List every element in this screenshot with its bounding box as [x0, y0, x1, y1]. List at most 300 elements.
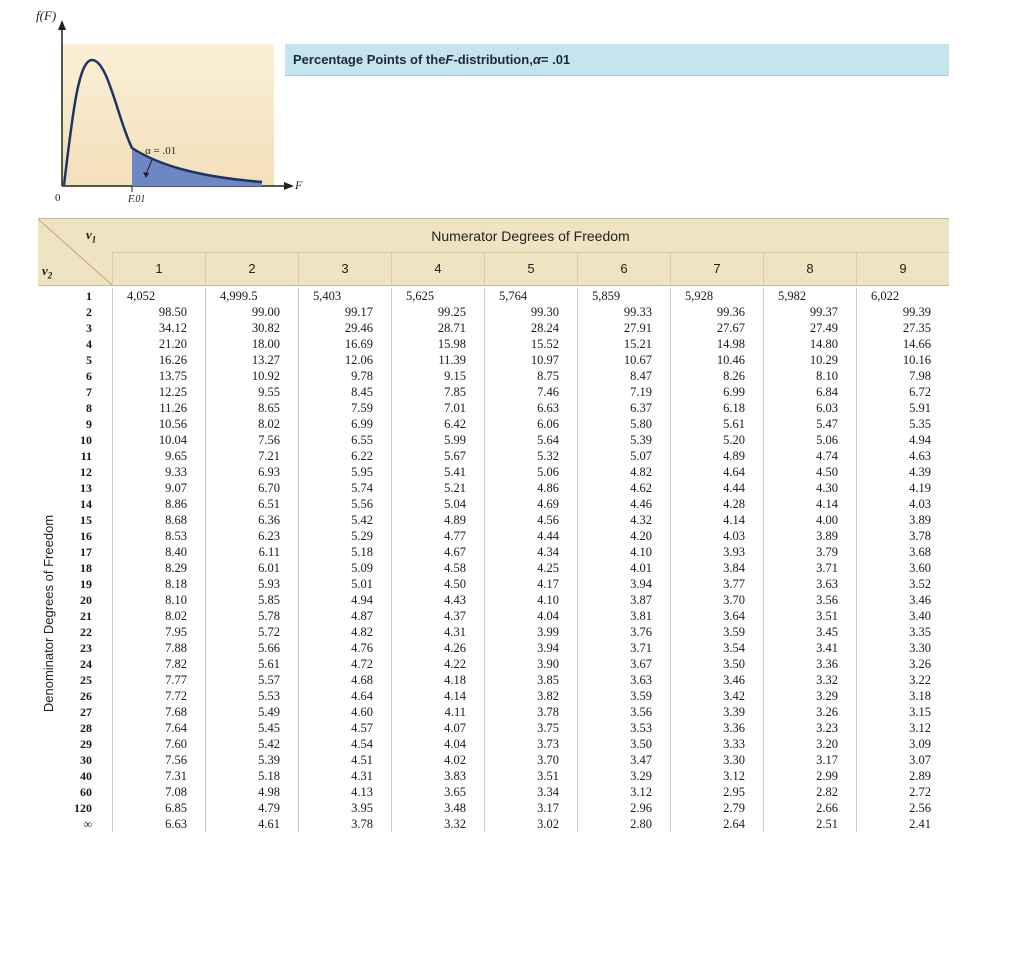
table-cell: 7.72: [112, 688, 205, 704]
table-cell: 4.77: [391, 528, 484, 544]
table-cell: 4.61: [205, 816, 298, 832]
table-cell: 4.82: [577, 464, 670, 480]
table-cell: 5.80: [577, 416, 670, 432]
figure-y-label: f(F): [36, 8, 57, 23]
row-spacer: [96, 784, 112, 800]
row-spacer: [96, 816, 112, 832]
density-plot: [0, 0, 320, 215]
table-cell: 5,403: [298, 288, 391, 304]
title-italic-f: F: [445, 52, 454, 67]
table-row: [38, 464, 949, 480]
table-cell: 3.26: [856, 656, 949, 672]
denominator-df: 17: [80, 545, 92, 559]
table-cell: 3.82: [484, 688, 577, 704]
table-row: [38, 400, 949, 416]
table-cell: 99.39: [856, 304, 949, 320]
table-cell: 2.89: [856, 768, 949, 784]
table-row: [38, 432, 949, 448]
table-cell: 4.25: [484, 560, 577, 576]
table-cell: 3.17: [484, 800, 577, 816]
table-cell: 3.02: [484, 816, 577, 832]
table-cell: 4.56: [484, 512, 577, 528]
table-cell: 5.35: [856, 416, 949, 432]
table-cell: 3.71: [763, 560, 856, 576]
table-cell: 99.33: [577, 304, 670, 320]
table-cell: 34.12: [112, 320, 205, 336]
table-cell: 5.09: [298, 560, 391, 576]
table-cell: 4.58: [391, 560, 484, 576]
row-spacer: [96, 384, 112, 400]
table-cell: 3.56: [763, 592, 856, 608]
table-cell: 3.71: [577, 640, 670, 656]
row-spacer: [96, 352, 112, 368]
f-distribution-figure: [0, 0, 320, 215]
table-cell: 5.99: [391, 432, 484, 448]
table-cell: 6.55: [298, 432, 391, 448]
table-cell: 3.12: [670, 768, 763, 784]
table-cell: 5.45: [205, 720, 298, 736]
table-cell: 3.52: [856, 576, 949, 592]
table-cell: 4.44: [484, 528, 577, 544]
table-cell: 2.80: [577, 816, 670, 832]
table-cell: 27.67: [670, 320, 763, 336]
denominator-df: 6: [86, 369, 92, 383]
table-cell: 7.64: [112, 720, 205, 736]
table-row: [38, 640, 949, 656]
table-cell: 3.32: [763, 672, 856, 688]
row-spacer: [96, 480, 112, 496]
table-cell: 4.02: [391, 752, 484, 768]
table-cell: 4.13: [298, 784, 391, 800]
denominator-df: 19: [80, 577, 92, 591]
table-cell: 7.82: [112, 656, 205, 672]
table-cell: 3.70: [484, 752, 577, 768]
table-cell: 4.46: [577, 496, 670, 512]
row-spacer: [96, 704, 112, 720]
table-cell: 12.06: [298, 352, 391, 368]
denominator-df: 60: [80, 785, 92, 799]
table-cell: 2.99: [763, 768, 856, 784]
row-spacer: [96, 416, 112, 432]
table-cell: 8.65: [205, 400, 298, 416]
table-title: [285, 44, 949, 76]
table-cell: 10.97: [484, 352, 577, 368]
row-spacer: [96, 288, 112, 304]
table-cell: 5.67: [391, 448, 484, 464]
table-cell: 4.28: [670, 496, 763, 512]
denominator-df: 11: [80, 449, 92, 463]
denominator-df: 10: [80, 433, 92, 447]
table-cell: 7.95: [112, 624, 205, 640]
table-cell: 5.39: [205, 752, 298, 768]
table-cell: 3.17: [763, 752, 856, 768]
title-alpha-symbol: α: [532, 52, 541, 67]
table-cell: 7.68: [112, 704, 205, 720]
table-cell: 4.18: [391, 672, 484, 688]
table-cell: 3.73: [484, 736, 577, 752]
table-cell: 3.18: [856, 688, 949, 704]
table-cell: 14.66: [856, 336, 949, 352]
table-cell: 3.95: [298, 800, 391, 816]
table-cell: 11.39: [391, 352, 484, 368]
title-prefix: Percentage Points of the: [293, 52, 446, 67]
table-cell: 4,052: [112, 288, 205, 304]
row-spacer: [96, 368, 112, 384]
table-cell: 3.89: [763, 528, 856, 544]
table-cell: 8.86: [112, 496, 205, 512]
table-cell: 4.64: [298, 688, 391, 704]
table-cell: 4.64: [670, 464, 763, 480]
table-cell: 4.07: [391, 720, 484, 736]
column-header-5: 5: [484, 252, 577, 285]
column-header-4: 4: [391, 252, 484, 285]
table-cell: 5.57: [205, 672, 298, 688]
table-cell: 3.51: [484, 768, 577, 784]
table-cell: 21.20: [112, 336, 205, 352]
nu2-subscript: 2: [47, 270, 53, 281]
table-cell: 6.85: [112, 800, 205, 816]
denominator-df: 13: [80, 481, 92, 495]
table-cell: 10.29: [763, 352, 856, 368]
table-cell: 2.41: [856, 816, 949, 832]
column-header-7: 7: [670, 252, 763, 285]
row-spacer: [96, 320, 112, 336]
table-cell: 7.01: [391, 400, 484, 416]
table-row: [38, 656, 949, 672]
table-cell: 4.03: [670, 528, 763, 544]
row-spacer: [96, 544, 112, 560]
table-cell: 3.56: [577, 704, 670, 720]
table-cell: 3.84: [670, 560, 763, 576]
row-spacer: [96, 304, 112, 320]
table-cell: 3.50: [670, 656, 763, 672]
table-cell: 10.46: [670, 352, 763, 368]
table-cell: 4.10: [577, 544, 670, 560]
table-cell: 3.41: [763, 640, 856, 656]
table-row: [38, 352, 949, 368]
table-cell: 4,999.5: [205, 288, 298, 304]
table-cell: 3.34: [484, 784, 577, 800]
table-cell: 5.32: [484, 448, 577, 464]
table-cell: 99.37: [763, 304, 856, 320]
table-cell: 99.30: [484, 304, 577, 320]
table-cell: 7.21: [205, 448, 298, 464]
nu1-subscript: 1: [91, 234, 97, 245]
table-cell: 4.74: [763, 448, 856, 464]
table-cell: 3.50: [577, 736, 670, 752]
nu1-symbol: ν: [86, 227, 92, 242]
table-cell: 4.62: [577, 480, 670, 496]
table-cell: 5.07: [577, 448, 670, 464]
table-cell: 4.67: [391, 544, 484, 560]
table-cell: 3.85: [484, 672, 577, 688]
column-header-9: 9: [856, 252, 949, 285]
table-cell: 4.72: [298, 656, 391, 672]
table-cell: 8.29: [112, 560, 205, 576]
table-cell: 3.81: [577, 608, 670, 624]
denominator-df: 14: [80, 497, 92, 511]
table-cell: 3.78: [298, 816, 391, 832]
table-cell: 4.86: [484, 480, 577, 496]
table-cell: 7.08: [112, 784, 205, 800]
row-spacer: [96, 400, 112, 416]
table-cell: 3.89: [856, 512, 949, 528]
table-cell: 3.45: [763, 624, 856, 640]
denominator-df: 26: [80, 689, 92, 703]
table-cell: 3.99: [484, 624, 577, 640]
table-cell: 2.56: [856, 800, 949, 816]
table-cell: 6.23: [205, 528, 298, 544]
table-cell: 3.53: [577, 720, 670, 736]
table-cell: 8.47: [577, 368, 670, 384]
table-cell: 15.21: [577, 336, 670, 352]
table-cell: 3.29: [763, 688, 856, 704]
table-cell: 3.78: [856, 528, 949, 544]
table-cell: 3.70: [670, 592, 763, 608]
table-cell: 7.56: [112, 752, 205, 768]
table-cell: 3.36: [670, 720, 763, 736]
table-cell: 3.63: [577, 672, 670, 688]
table-cell: 4.60: [298, 704, 391, 720]
table-cell: 8.02: [205, 416, 298, 432]
table-cell: 11.26: [112, 400, 205, 416]
row-spacer: [96, 528, 112, 544]
table-cell: 13.27: [205, 352, 298, 368]
table-cell: 2.72: [856, 784, 949, 800]
denominator-df: 25: [80, 673, 92, 687]
denominator-df: 40: [80, 769, 92, 783]
table-cell: 4.32: [577, 512, 670, 528]
table-cell: 27.35: [856, 320, 949, 336]
table-cell: 2.82: [763, 784, 856, 800]
denominator-df: 5: [86, 353, 92, 367]
table-cell: 14.80: [763, 336, 856, 352]
table-cell: 3.54: [670, 640, 763, 656]
table-cell: 10.04: [112, 432, 205, 448]
table-cell: 3.51: [763, 608, 856, 624]
table-row: [38, 384, 949, 400]
table-cell: 3.39: [670, 704, 763, 720]
table-cell: 7.60: [112, 736, 205, 752]
table-cell: 4.43: [391, 592, 484, 608]
row-spacer: [96, 576, 112, 592]
table-cell: 5.39: [577, 432, 670, 448]
table-cell: 4.00: [763, 512, 856, 528]
table-cell: 6.72: [856, 384, 949, 400]
row-spacer: [96, 672, 112, 688]
table-row: [38, 704, 949, 720]
table-cell: 5.18: [205, 768, 298, 784]
table-cell: 5.42: [205, 736, 298, 752]
table-cell: 5.78: [205, 608, 298, 624]
table-cell: 7.88: [112, 640, 205, 656]
table-cell: 8.53: [112, 528, 205, 544]
table-cell: 7.59: [298, 400, 391, 416]
table-cell: 99.00: [205, 304, 298, 320]
table-cell: 28.24: [484, 320, 577, 336]
table-cell: 4.03: [856, 496, 949, 512]
table-cell: 18.00: [205, 336, 298, 352]
table-cell: 4.30: [763, 480, 856, 496]
table-cell: 8.26: [670, 368, 763, 384]
table-cell: 5.29: [298, 528, 391, 544]
table-cell: 5,928: [670, 288, 763, 304]
denominator-df: 24: [80, 657, 92, 671]
table-row: [38, 480, 949, 496]
table-cell: 5,859: [577, 288, 670, 304]
denominator-df: 120: [74, 801, 92, 815]
table-cell: 4.31: [391, 624, 484, 640]
table-cell: 5.66: [205, 640, 298, 656]
header-corner: [38, 219, 112, 285]
table-cell: 13.75: [112, 368, 205, 384]
row-spacer: [96, 448, 112, 464]
table-cell: 6.51: [205, 496, 298, 512]
table-cell: 3.26: [763, 704, 856, 720]
table-cell: 4.14: [391, 688, 484, 704]
table-cell: 3.83: [391, 768, 484, 784]
table-cell: 4.82: [298, 624, 391, 640]
table-cell: 6.11: [205, 544, 298, 560]
table-row: [38, 816, 949, 832]
row-spacer: [96, 560, 112, 576]
denominator-df: 16: [80, 529, 92, 543]
denominator-df: 9: [86, 417, 92, 431]
table-cell: 4.34: [484, 544, 577, 560]
table-row: [38, 560, 949, 576]
table-cell: 4.04: [484, 608, 577, 624]
table-row: [38, 288, 949, 304]
table-cell: 7.85: [391, 384, 484, 400]
table-row: [38, 784, 949, 800]
table-row: [38, 528, 949, 544]
table-cell: 3.76: [577, 624, 670, 640]
table-cell: 6.01: [205, 560, 298, 576]
figure-origin-label: 0: [55, 192, 61, 204]
table-cell: 8.75: [484, 368, 577, 384]
table-cell: 4.89: [391, 512, 484, 528]
table-cell: 4.98: [205, 784, 298, 800]
table-row: [38, 368, 949, 384]
table-cell: 3.30: [856, 640, 949, 656]
table-cell: 4.10: [484, 592, 577, 608]
table-cell: 6.93: [205, 464, 298, 480]
table-cell: 4.01: [577, 560, 670, 576]
denominator-df: 27: [80, 705, 92, 719]
table-cell: 3.63: [763, 576, 856, 592]
table-cell: 4.04: [391, 736, 484, 752]
row-spacer: [96, 656, 112, 672]
table-cell: 4.94: [856, 432, 949, 448]
table-cell: 5.64: [484, 432, 577, 448]
row-spacer: [96, 720, 112, 736]
table-cell: 3.07: [856, 752, 949, 768]
column-header-3: 3: [298, 252, 391, 285]
table-cell: 4.39: [856, 464, 949, 480]
table-cell: 9.55: [205, 384, 298, 400]
table-cell: 3.46: [856, 592, 949, 608]
table-cell: 4.14: [670, 512, 763, 528]
table-row: [38, 720, 949, 736]
table-cell: 30.82: [205, 320, 298, 336]
table-cell: 4.54: [298, 736, 391, 752]
column-headers: [112, 252, 949, 285]
column-header-1: 1: [112, 252, 205, 285]
table-row: [38, 752, 949, 768]
row-spacer: [96, 752, 112, 768]
figure-alpha-label: α = .01: [145, 145, 177, 157]
table-row: [38, 688, 949, 704]
table-cell: 29.46: [298, 320, 391, 336]
table-cell: 5.95: [298, 464, 391, 480]
table-cell: 6.99: [670, 384, 763, 400]
table-cell: 5.18: [298, 544, 391, 560]
table-cell: 7.98: [856, 368, 949, 384]
table-cell: 7.56: [205, 432, 298, 448]
table-cell: 3.87: [577, 592, 670, 608]
denominator-df: 3: [86, 321, 92, 335]
table-cell: 5.06: [484, 464, 577, 480]
row-spacer: [96, 432, 112, 448]
table-cell: 15.98: [391, 336, 484, 352]
table-cell: 3.75: [484, 720, 577, 736]
table-cell: 3.20: [763, 736, 856, 752]
table-cell: 6.70: [205, 480, 298, 496]
denominator-df: 18: [80, 561, 92, 575]
table-cell: 3.46: [670, 672, 763, 688]
table-cell: 2.64: [670, 816, 763, 832]
table-row: [38, 624, 949, 640]
table-cell: 4.50: [763, 464, 856, 480]
table-cell: 2.79: [670, 800, 763, 816]
table-cell: 7.46: [484, 384, 577, 400]
table-row: [38, 336, 949, 352]
table-cell: 3.68: [856, 544, 949, 560]
row-spacer: [96, 496, 112, 512]
denominator-df: 7: [86, 385, 92, 399]
table-cell: 4.94: [298, 592, 391, 608]
table-cell: 5.85: [205, 592, 298, 608]
table-cell: 5.47: [763, 416, 856, 432]
table-cell: 8.45: [298, 384, 391, 400]
table-cell: 4.57: [298, 720, 391, 736]
table-cell: 3.90: [484, 656, 577, 672]
figure-critical-label: F.01: [128, 194, 146, 205]
table-cell: 4.26: [391, 640, 484, 656]
denominator-df: 30: [80, 753, 92, 767]
table-cell: 16.26: [112, 352, 205, 368]
table-cell: 4.31: [298, 768, 391, 784]
table-cell: 3.59: [670, 624, 763, 640]
table-cell: 8.02: [112, 608, 205, 624]
denominator-df: 12: [80, 465, 92, 479]
table-cell: 7.19: [577, 384, 670, 400]
column-header-6: 6: [577, 252, 670, 285]
numerator-heading: Numerator Degrees of Freedom: [112, 219, 949, 253]
table-cell: 3.40: [856, 608, 949, 624]
table-row: [38, 736, 949, 752]
denominator-df: 20: [80, 593, 92, 607]
table-row: [38, 496, 949, 512]
row-spacer: [96, 624, 112, 640]
table-cell: 3.59: [577, 688, 670, 704]
table-cell: 10.16: [856, 352, 949, 368]
table-cell: 5.20: [670, 432, 763, 448]
table-cell: 4.69: [484, 496, 577, 512]
table-cell: 3.29: [577, 768, 670, 784]
table-cell: 4.20: [577, 528, 670, 544]
table-cell: 3.47: [577, 752, 670, 768]
